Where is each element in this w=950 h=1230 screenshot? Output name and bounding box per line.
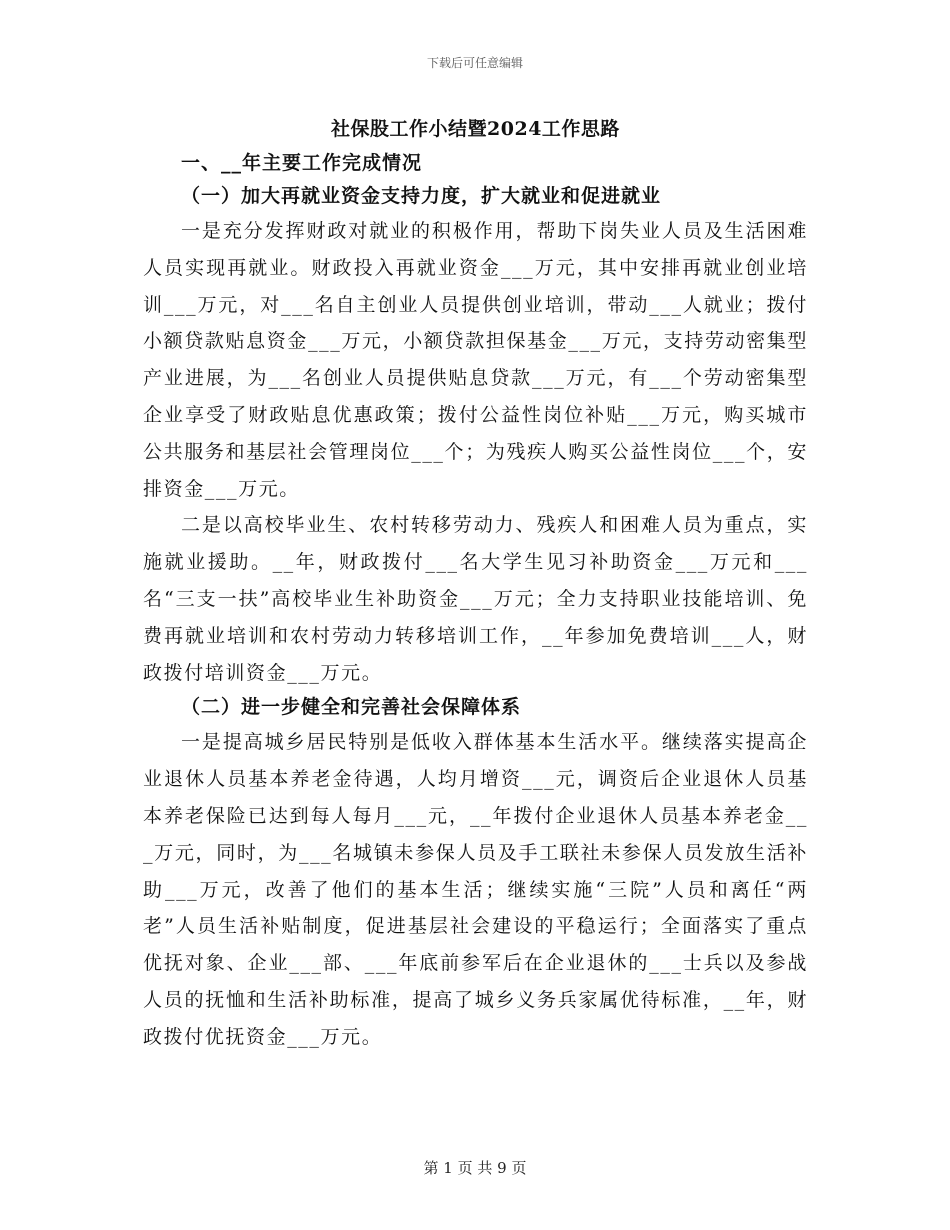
paragraph-employment-assistance: 二是以高校毕业生、农村转移劳动力、残疾人和困难人员为重点，实施就业援助。__年，财政拨付___名大学生见习补助资金___万元和___名“三支一扶”高校毕业生补助资金___万元；全力支持职业技能培训、免费再就业培训和农村劳动力转移培训工作，__年参加免费培训___人，财政拨付培训资金___万元。 <box>143 514 808 684</box>
header-note: 下载后可任意编辑 <box>426 56 523 70</box>
document-body <box>143 147 808 1056</box>
section-heading: 一、__年主要工作完成情况 <box>181 152 423 174</box>
subsection-heading-1: （一）加大再就业资金支持力度，扩大就业和促进就业 <box>181 185 662 207</box>
paragraph-social-security: 一是提高城乡居民特别是低收入群体基本生活水平。继续落实提高企业退休人员基本养老金待遇，人均月增资___元，调资后企业退休人员基本养老保险已达到每人每月___元，__年拨付企业退休人员基本养老金___万元，同时，为___名城镇未参保人员及手工联社未参保人员发放生活补助___万元，改善了他们的基本生活；继续实施“三院”人员和离任“两老”人员生活补贴制度，促进基层社会建设的平稳运行；全面落实了重点优抚对象、企业___部、___年底前参军后在企业退休的___士兵以及参战人员的抚恤和生活补助标准，提高了城乡义务兵家属优待标准，__年，财政拨付优抚资金___万元。 <box>143 731 808 1048</box>
document-title: 社保股工作小结暨2024工作思路 <box>331 118 620 140</box>
page-number: 第 1 页 共 9 页 <box>423 1159 527 1177</box>
paragraph-employment-support: 一是充分发挥财政对就业的积极作用，帮助下岗失业人员及生活困难人员实现再就业。财政投入再就业资金___万元，其中安排再就业创业培训___万元，对___名自主创业人员提供创业培训，带动___人就业；拨付小额贷款贴息资金___万元，小额贷款担保基金___万元，支持劳动密集型产业进展，为___名创业人员提供贴息贷款___万元，有___个劳动密集型企业享受了财政贴息优惠政策；拨付公益性岗位补贴___万元，购买城市公共服务和基层社会管理岗位___个；为残疾人购买公益性岗位___个，安排资金___万元。 <box>143 220 808 500</box>
subsection-heading-2: （二）进一步健全和完善社会保障体系 <box>181 696 522 719</box>
